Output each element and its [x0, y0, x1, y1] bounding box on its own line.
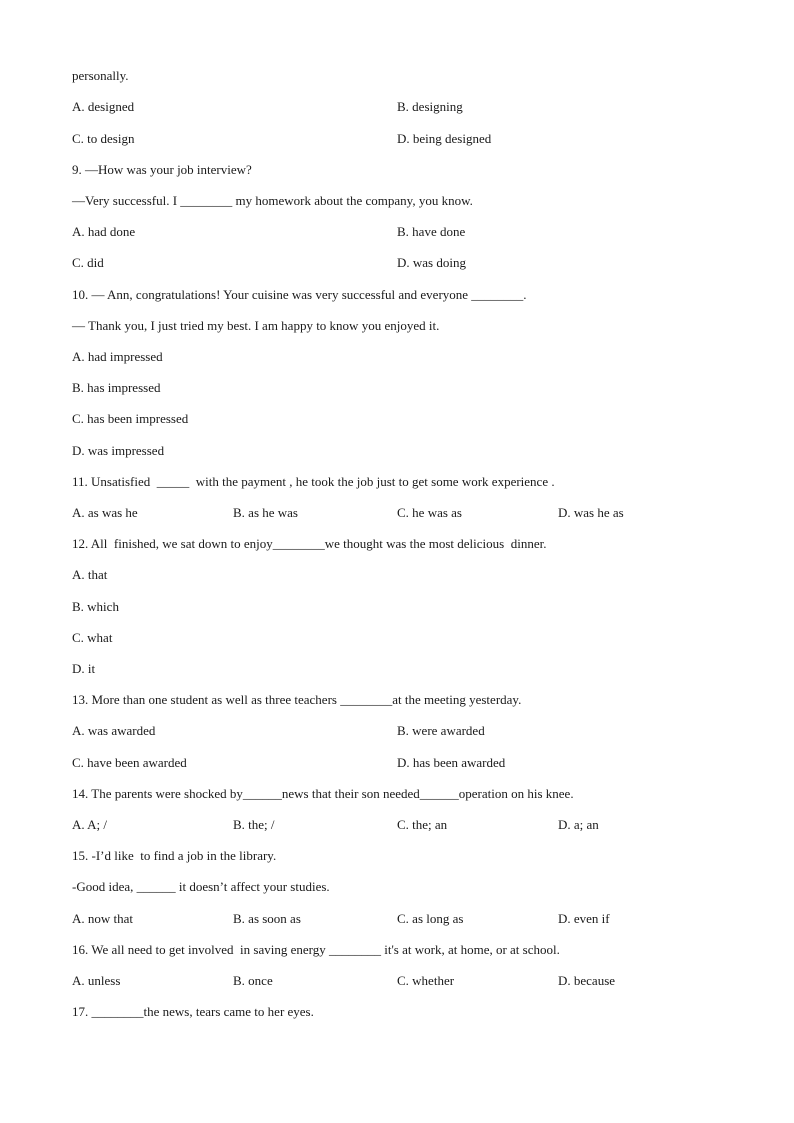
q15-option-b: B. as soon as	[233, 911, 301, 926]
q8-option-a: A. designed	[72, 99, 135, 114]
q12-option-c: C. what	[72, 630, 113, 645]
question-8-continuation: personally.	[72, 68, 129, 83]
question-10-stem: 10. — Ann, congratulations! Your cuisine was very successful and everyone ________.	[72, 287, 527, 302]
q15-option-c: C. as long as	[397, 911, 464, 926]
question-14-stem: 14. The parents were shocked by______news that their son needed______operation on his knee.	[72, 786, 574, 801]
q10-option-c: C. has been impressed	[72, 411, 189, 426]
question-17-stem: 17. ________the news, tears came to her eyes.	[72, 1004, 314, 1019]
question-13-stem: 13. More than one student as well as three teachers ________at the meeting yesterday.	[72, 692, 522, 707]
q16-option-b: B. once	[233, 973, 273, 988]
q8-option-b: B. designing	[397, 99, 463, 114]
q9-option-b: B. have done	[397, 224, 466, 239]
q11-option-a: A. as was he	[72, 505, 138, 520]
q13-option-d: D. has been awarded	[397, 755, 506, 770]
q16-option-c: C. whether	[397, 973, 455, 988]
q15-option-d: D. even if	[558, 911, 610, 926]
q14-option-a: A. A; /	[72, 817, 108, 832]
q10-option-a: A. had impressed	[72, 349, 163, 364]
q10-option-d: D. was impressed	[72, 443, 165, 458]
q11-option-c: C. he was as	[397, 505, 462, 520]
q12-option-b: B. which	[72, 599, 119, 614]
q9-option-c: C. did	[72, 255, 104, 270]
question-15-reply: -Good idea, ______ it doesn’t affect your studies.	[72, 879, 330, 894]
q11-option-d: D. was he as	[558, 505, 624, 520]
question-9-stem: 9. —How was your job interview?	[72, 162, 252, 177]
q14-option-b: B. the; /	[233, 817, 275, 832]
q14-option-c: C. the; an	[397, 817, 448, 832]
q13-option-a: A. was awarded	[72, 723, 156, 738]
q14-option-d: D. a; an	[558, 817, 599, 832]
q13-option-c: C. have been awarded	[72, 755, 187, 770]
q13-option-b: B. were awarded	[397, 723, 485, 738]
q12-option-a: A. that	[72, 567, 108, 582]
q12-option-d: D. it	[72, 661, 96, 676]
question-9-reply: —Very successful. I ________ my homework about the company, you know.	[72, 193, 473, 208]
q16-option-d: D. because	[558, 973, 616, 988]
question-16-stem: 16. We all need to get involved in saving energy ________ it's at work, at home, or at school.	[72, 942, 560, 957]
q10-option-b: B. has impressed	[72, 380, 161, 395]
question-12-stem: 12. All finished, we sat down to enjoy________we thought was the most delicious dinner.	[72, 536, 547, 551]
q11-option-b: B. as he was	[233, 505, 298, 520]
q8-option-d: D. being designed	[397, 131, 492, 146]
q16-option-a: A. unless	[72, 973, 121, 988]
question-15-stem: 15. -I’d like to find a job in the library.	[72, 848, 277, 863]
q9-option-a: A. had done	[72, 224, 136, 239]
question-10-reply: — Thank you, I just tried my best. I am happy to know you enjoyed it.	[72, 318, 440, 333]
question-11-stem: 11. Unsatisfied _____ with the payment , he took the job just to get some work experience .	[72, 474, 555, 489]
q9-option-d: D. was doing	[397, 255, 466, 270]
q8-option-c: C. to design	[72, 131, 135, 146]
q15-option-a: A. now that	[72, 911, 134, 926]
